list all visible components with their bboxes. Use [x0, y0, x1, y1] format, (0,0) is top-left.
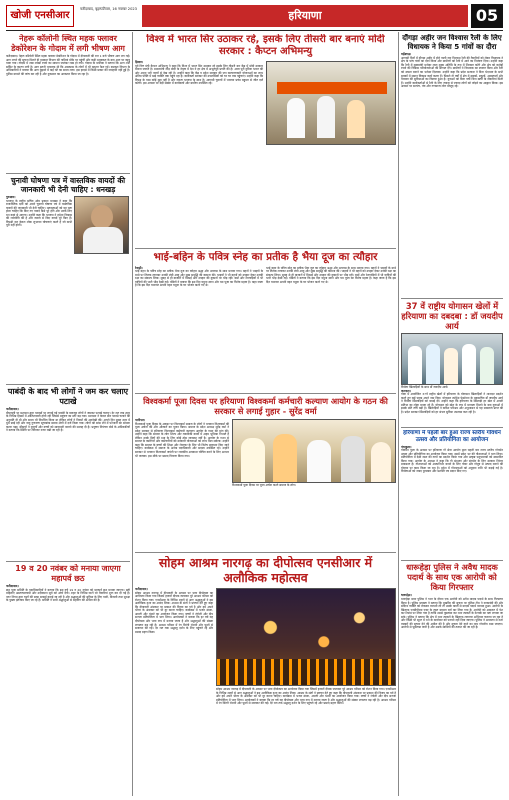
yoga-team-photo — [401, 333, 503, 385]
column-divider — [132, 32, 133, 796]
article-body: आगामी दिनों में दौंगड़ा अहीर में होने वाली जन विश्वास रैली की तैयारियों को लेकर विधायक ने क्षेत्र के पांच गांवों का दौरा किया और ग्रामीणों को रैली में आने का निमंत्रण दिया। उन्होंने कहा कि रैली में मुख्यमंत्री मनोहर लाल मुख्य अतिथि के रूप में शिरकत करेंगे और क्षेत्र को करोड़ों रुपये की विकास परियोजनाओं की सौगात देंगे। ग्रामीणों ने विधायक का स्वागत किया और रैली को सफल बनाने का भरोसा दिलाया। उन्होंने कहा कि प्रदेश सरकार ने बिना भेदभाव के सभी हलकों में समान विकास कार्य कराए हैं। पिछले नौ वर्षों में क्षेत्र में सड़कों, स्कूलों, अस्पतालों और पेयजल की सुविधाओं का विस्तार हुआ है। युवाओं को बिना पर्ची बिना खर्ची के नौकरियां मिली हैं। उन्होंने कार्यकर्ताओं से रैली के लिए ज्यादा से ज्यादा लोगों को जोड़ने का आह्वान किया। इस अवसर पर सरपंच, पंच और गणमान्य लोग मौजूद रहे। — [401, 55, 503, 89]
byline: पंचकूला। — [401, 444, 412, 449]
article-body: गोवर्धन पूजा के अवसर पर हरियाणा गौ सेवा आयोग द्वारा पहली बार राज्य स्तरीय गोवर्धन उत्सव और प्रतियोगिता का आयोजन किया गया। इसमें प्रदेश भर की गौशालाओं ने भाग लिया। प्रतियोगिता में देसी नस्ल की गायों का प्रदर्शन किया गया और उत्कृष्ट पशुपालकों को सम्मानित किया गया। आयोग के अध्यक्ष ने कहा कि गौ संरक्षण और संवर्धन के लिए सरकार निरंतर प्रयासरत है। गौशालाओं को आत्मनिर्भर बनाने के लिए गोबर और गोमूत्र से उत्पाद बनाने की योजना पर काम किया जा रहा है। प्रदेश में गौशालाओं को अनुदान राशि भी बढ़ाई गई है। विजेताओं को नकद पुरस्कार और प्रशस्ति पत्र प्रदान किए गए। — [401, 448, 503, 474]
article-yogasana — [401, 301, 503, 425]
headline: पाबंदी के बाद भी लोगों ने जम कर चलाए पटाखे — [7, 387, 129, 406]
person-shape — [287, 98, 305, 138]
headline: सोहम आश्रम नारगढ़ का दीपोत्सव एनसीआर में अलौकिक महोत्सव — [158, 556, 373, 585]
byline: हिसार। — [135, 60, 144, 64]
divider — [6, 384, 130, 385]
headline: दौंगड़ा अहीर जन विश्वास रैली के लिए विधायक ने किया 5 गांवों का दौरा — [402, 34, 502, 51]
divider — [401, 298, 503, 299]
article-soham-ashram — [135, 556, 396, 794]
person-shape — [341, 436, 365, 482]
divider — [401, 427, 503, 428]
article-body-continued: सोहम आश्रम नारगढ़ में दीपावली के अवसर पर भव्य दीपोत्सव का आयोजन किया गया जिसमें हजारों दीपक जलाकर पूरे आश्रम परिसर को रोशन किया गया। एनसीआर के विभिन्न शहरों से आए श्रद्धालुओं ने इस अलौकिक दृश्य का आनंद लिया। आश्रम के संतों ने प्रवचन देते हुए कहा कि दीपावली अंधकार पर प्रकाश की विजय का पर्व है और हमें अपने भीतर के अंधकार को भी दूर करना चाहिए। कार्यक्रम में भजन संध्या, आरती और भंडारे का आयोजन किया गया। बच्चों ने रंगोली और दीप सज्जा प्रतियोगिता में भाग लिया। आयोजकों ने बताया कि हर वर्ष यह दीपोत्सव और भव्य रूप में मनाया जाता है और श्रद्धालुओं की संख्या लगातार बढ़ रही है। आश्रम परिसर में रंग बिरंगी रोशनी और फूलों से सजावट की गई। देर रात तक श्रद्धालु दर्शन के लिए पहुंचते रहे और प्रसाद ग्रहण किया। — [216, 687, 396, 706]
person-shape — [317, 96, 335, 138]
article-dharuhera-police — [401, 563, 503, 794]
page-number: 05 — [471, 4, 503, 28]
event-photo — [266, 61, 396, 145]
divider — [6, 561, 130, 562]
headline: चुनावी घोषणा पत्र में वास्तविक वायदों की जानकारी भी देनी चाहिए : धनखड़ — [10, 176, 126, 194]
article-body: फरीदाबाद। नेहरू कॉलोनी स्थित महक फ्लावर डेकोरेशन के गोदाम में दीपावली की रात 1 बजे भीषण आग लग गई। आग लगने की सूचना मिलते ही दमकल विभाग की गाड़ियां मौके पर पहुंचीं और कड़ी मशक्कत के बाद आग पर काबू पाया गया। गोदाम में रखा लाखों रुपये का सामान जलकर राख हो गया। गोदाम के मालिक ने बताया कि आग शॉर्ट सर्किट के कारण लगी है। आग इतनी भयानक थी कि आसपास के लोगों में भी दहशत फैल गई। दमकल विभाग के अधिकारियों ने बताया कि आग बुझाने में कई घंटे का समय लगा। इस हादसे में किसी प्रकार की जनहानि नहीं हुई है। पुलिस मामले की जांच कर रही है और नुकसान का आकलन किया जा रहा है। — [6, 54, 130, 76]
puja-photo — [232, 419, 396, 483]
article-chhath — [6, 564, 130, 794]
headline: धारूहेड़ा पुलिस ने अवैध मादक पदार्थ के साथ एक आरोपी को किया गिरफ्तार — [406, 563, 498, 592]
article-body: विश्वकर्मा पूजा दिवस के अवसर पर विश्वकर्मा समाज के लोगों ने भगवान विश्वकर्मा की पूजा अर्चना की और औजारों का पूजन किया। समाज के प्रदेश अध्यक्ष सुरेंद्र वर्मा ने प्रदेश सरकार से हरियाणा विश्वकर्मा कर्मचारी कल्याण आयोग के गठन की मांग की। उन्होंने कहा कि समाज के लोग शिल्प और तकनीकी कार्यों में अहम भूमिका निभाते हैं लेकिन उनके हितों की रक्षा के लिए कोई ठोस व्यवस्था नहीं है। आयोग के गठन से समाज के कारीगरों और कर्मचारियों को सरकारी योजनाओं का लाभ मिल सकेगा। उन्होंने कहा कि समाज के बच्चों की शिक्षा और रोजगार के लिए भी विशेष प्रावधान किए जाने चाहिए। कार्यक्रम में समाज के अनेक पदाधिकारी और सदस्य उपस्थित रहे। उन्होंने सरकार से भगवान विश्वकर्मा जयंती पर राजकीय अवकाश घोषित करने के लिए आभार भी जताया। इस मौके पर प्रसाद वितरण किया गया। — [135, 421, 229, 458]
headline: हरियाणा में पहली बार हुआ राज्य स्तरीय गोवर्धन उत्सव और प्रतियोगिता का आयोजन — [403, 430, 501, 443]
byline: करनाल। — [401, 388, 411, 393]
article-body: पूर्व वित्त मंत्री कैप्टन अभिमन्यु ने कहा कि विश्व में भारत सिर उठाकर रहे इसके लिए तीसरी बार केंद्र में मोदी सरकार बनाना जरूरी है। प्रधानमंत्री नरेंद्र मोदी के नेतृत्व में देश ने हर क्षेत्र में अभूतपूर्व प्रगति की है। आज पूरी दुनिया भारत की ओर आशा भरी नजरों से देख रही है। उन्होंने कहा कि केंद्र व प्रदेश सरकार की जन कल्याणकारी योजनाओं का लाभ अंतिम पंक्ति में खड़े व्यक्ति तक पहुंच रहा है। कार्यकर्ता सरकार की उपलब्धियों को घर घर तक पहुंचाएं। उन्होंने कहा कि विपक्ष के पास कोई मुद्दा नहीं है और जनता भाजपा के साथ है। आगामी चुनावों में भाजपा प्रचंड बहुमत से जीत दर्ज करेगी। इस अवसर पर बड़ी संख्या में कार्यकर्ता और ग्रामीण उपस्थित रहे। — [135, 63, 263, 86]
divider — [135, 248, 396, 249]
person-shape — [462, 344, 476, 384]
byline: महेंद्रगढ़। — [401, 52, 412, 57]
article-body: छठ पूजा समिति के पदाधिकारियों ने बताया कि इस वर्ष 19 व 20 नवंबर को महापर्व छठ मनाया जाएगा। व्रती महिलाएं अस्ताचलगामी और उदीयमान सूर्य को अर्घ्य देंगी। शहर के विभिन्न घाटों पर तैयारियां शुरू कर दी गई हैं। नगर निगम द्वारा घाटों की साफ सफाई कराई जा रही है और श्रद्धालुओं की सुविधा के लिए पानी, बिजली तथा सुरक्षा के पुख्ता इंतजाम किए जा रहे हैं। समिति ने सभी श्रद्धालुओं से सहयोग की अपील की है। — [6, 587, 130, 603]
article-capt-abhimanyu — [135, 34, 396, 246]
byline: गुरुग्राम। — [6, 195, 16, 199]
headline: भाई-बहिन के पवित्र स्नेह का प्रतीक है भैया दूज का त्यौहार — [153, 251, 378, 263]
photo-caption: विजेता खिलाड़ियों के साथ डॉ जयदीप आर्य। — [401, 385, 449, 389]
person-shape — [273, 434, 297, 482]
byline: फरीदाबाद। — [135, 587, 148, 591]
byline: रेवाड़ी। — [135, 265, 143, 270]
article-body: भाई बहन के पवित्र स्नेह का प्रतीक भैया दूज का त्योहार श्रद्धा और उल्लास के साथ मनाया गया। बहनों ने भाइयों के माथे पर तिलक लगाकर उनकी लंबी आयु और सुख समृद्धि की कामना की। भाइयों ने भी बहनों को उपहार देकर उनकी रक्षा का संकल्प लिया। सुबह से ही बाजारों में मिठाई और उपहार की दुकानों पर भीड़ रही। बसों और रेलगाड़ियों में भी यात्रियों की भारी भीड़ देखी गई। पंडितों ने बताया कि इस दिन यमुना स्नान और यम पूजा का विशेष महत्व है। कहा जाता है कि इस दिन यमराज अपनी बहन यमुना के घर भोजन करने गए थे। — [135, 269, 263, 288]
divider — [401, 560, 503, 561]
portrait-photo — [74, 196, 129, 254]
banner-shape — [277, 82, 387, 94]
headline: विश्व में भारत सिर उठाकर रहे, इसके लिए तीसरी बार बनाएं मोदी सरकार : कैप्टन अभिमन्यु — [146, 34, 385, 57]
article-jan-vishwas-rally — [401, 34, 503, 296]
person-shape — [307, 440, 331, 482]
article-bhaiya-dooj — [135, 251, 396, 391]
headline: 37 वें राष्ट्रीय योगासन खेलों में हरियाणा का दबदबा : डॉ जयदीप आर्य — [401, 301, 503, 331]
person-shape — [408, 346, 422, 384]
headline: नेहरू कॉलोनी स्थित महक फ्लावर डेकोरेशन के गोदाम में लगी भीषण आग — [11, 34, 125, 53]
headline: 19 व 20 नवंबर को मनाया जाएगा महापर्व छठ — [15, 564, 121, 583]
byline: पानीपत। — [135, 418, 146, 422]
article-body-continued: भाई बहन के पवित्र स्नेह का प्रतीक भैया दूज का त्योहार श्रद्धा और उल्लास के साथ मनाया गया। बहनों ने भाइयों के माथे पर तिलक लगाकर उनकी लंबी आयु और सुख समृद्धि की कामना की। भाइयों ने भी बहनों को उपहार देकर उनकी रक्षा का संकल्प लिया। सुबह से ही बाजारों में मिठाई और उपहार की दुकानों पर भीड़ रही। बसों और रेलगाड़ियों में भी यात्रियों की भारी भीड़ देखी गई। पंडितों ने बताया कि इस दिन यमुना स्नान और यम पूजा का विशेष महत्व है। कहा जाता है कि इस दिन यमराज अपनी बहन यमुना के घर भोजन करने गए थे। — [266, 265, 396, 284]
article-gowardhan-utsav — [401, 430, 503, 558]
face-shape — [91, 205, 113, 229]
article-body: धारूहेड़ा थाना पुलिस ने गश्त के दौरान एक आरोपी को अवैध मादक पदार्थ के साथ गिरफ्तार किया है। पुलिस प्रवक्ता ने बताया कि मुखबिर की सूचना पर पुलिस टीम ने नाकाबंदी की और संदिग्ध व्यक्ति को रोककर तलाशी ली तो उसके कब्जे से मादक पदार्थ बरामद हुआ। आरोपी के खिलाफ एनडीपीएस एक्ट के तहत मामला दर्ज कर लिया गया है। आरोपी को अदालत में पेश कर रिमांड पर लिया गया है ताकि उससे पूछताछ कर नशा तस्करी के नेटवर्क का पता लगाया जा सके। पुलिस ने बताया कि क्षेत्र में नशा तस्करों के खिलाफ लगातार अभियान चलाया जा रहा है और किसी भी सूरत में नशे के कारोबार को पनपने नहीं दिया जाएगा। पुलिस ने आमजन से नशा तस्करों की सूचना देने की अपील की है और सूचना देने वाले का नाम गोपनीय रखा जाएगा। आरोपी से पूछताछ जारी है और उसके साथियों की तलाश की जा रही है। — [401, 596, 503, 630]
article-body: दीपावली पर प्रशासन द्वारा पटाखों पर लगाई गई पाबंदी के बावजूद लोगों ने जमकर पटाखे चलाए। देर रात तक शहर के विभिन्न हिस्सों में आतिशबाजी होती रही जिससे प्रदूषण का स्तर बढ़ गया। प्रशासन ने केवल ग्रीन पटाखे चलाने की अनुमति दी थी और समय भी निर्धारित किया था लेकिन लोगों ने नियमों की अनदेखी की। अगले दिन सुबह शहर में धुंध छाई रही और वायु गुणवत्ता सूचकांक खराब श्रेणी में दर्ज किया गया। लोगों को सांस लेने में परेशानी का सामना करना पड़ा। डॉक्टरों ने बुजुर्गों और बच्चों को सावधानी बरतने की सलाह दी है। प्रदूषण नियंत्रण बोर्ड के अधिकारियों ने बताया कि स्थिति पर लगातार नजर रखी जा रही है। — [6, 410, 130, 433]
person-shape — [241, 438, 265, 482]
headline: विश्वकर्मा पूजा दिवस पर हरियाणा विश्वकर्मा कर्मचारी कल्याण आयोग के गठन की सरकार से लगाई गुहार - सुरेंद्र वर्मा — [143, 396, 388, 416]
byline: फरीदाबाद। — [6, 584, 19, 588]
article-body: भाजपा के राष्ट्रीय सचिव ओम प्रकाश धनखड़ ने कहा कि राजनीतिक दलों को अपने चुनावी घोषणा पत्र में वास्तविक वायदों की जानकारी भी देनी चाहिए। मतदाताओं को यह पता होना चाहिए कि किए गए वायदे कैसे पूरे होंगे और उनके लिए धन कहां से आएगा। उन्होंने कहा कि भाजपा ने हमेशा विकास की राजनीति की है और जनता से किए वायदे पूरे किए हैं। विपक्षी दल केवल लोक लुभावन घोषणाएं करते हैं जो कभी पूरी नहीं होतीं। — [6, 198, 72, 228]
article-vishwakarma — [135, 396, 396, 550]
person-shape — [371, 442, 391, 482]
person-shape — [444, 348, 458, 384]
person-shape — [347, 100, 365, 138]
section-title: हरियाणा — [142, 5, 468, 27]
masthead — [6, 4, 503, 30]
divider — [135, 393, 396, 394]
divider — [135, 552, 396, 553]
shirt-shape — [83, 227, 123, 254]
byline: धारूहेड़ा। — [401, 593, 412, 598]
diya-rows — [217, 659, 396, 685]
article-firecrackers — [6, 387, 130, 559]
divider — [6, 173, 130, 174]
dateline: फरीदाबाद, बृहस्पतिवार, 16 नवम्बर 2023 — [80, 7, 137, 11]
photo-caption: विश्वकर्मा पूजा दिवस पर पूजा अर्चना करते समाज के लोग। — [232, 483, 296, 487]
article-dhankhar — [6, 176, 130, 382]
article-body: सोहम आश्रम नारगढ़ में दीपावली के अवसर पर भव्य दीपोत्सव का आयोजन किया गया जिसमें हजारों दीपक जलाकर पूरे आश्रम परिसर को रोशन किया गया। एनसीआर के विभिन्न शहरों से आए श्रद्धालुओं ने इस अलौकिक दृश्य का आनंद लिया। आश्रम के संतों ने प्रवचन देते हुए कहा कि दीपावली अंधकार पर प्रकाश की विजय का पर्व है और हमें अपने भीतर के अंधकार को भी दूर करना चाहिए। कार्यक्रम में भजन संध्या, आरती और भंडारे का आयोजन किया गया। बच्चों ने रंगोली और दीप सज्जा प्रतियोगिता में भाग लिया। आयोजकों ने बताया कि हर वर्ष यह दीपोत्सव और भव्य रूप में मनाया जाता है और श्रद्धालुओं की संख्या लगातार बढ़ रही है। आश्रम परिसर में रंग बिरंगी रोशनी और फूलों से सजावट की गई। देर रात तक श्रद्धालु दर्शन के लिए पहुंचते रहे और प्रसाद ग्रहण किया। — [135, 590, 213, 634]
person-shape — [426, 344, 440, 384]
newspaper-logo: खोजी एनसीआर — [6, 5, 74, 27]
article-godown-fire — [6, 34, 130, 172]
diya-festival-photo — [216, 588, 396, 686]
column-divider — [398, 32, 399, 796]
person-shape — [480, 347, 494, 384]
masthead-rule — [6, 30, 503, 31]
article-body: गोवा में आयोजित 37वें राष्ट्रीय खेलों में हरियाणा के योगासन खिलाड़ियों ने शानदार प्रदर्शन करते हुए कई पदक अपने नाम किए। योगासन स्पोर्ट्स फेडरेशन के महासचिव डॉ जयदीप आर्य ने विजेता खिलाड़ियों को बधाई दी। उन्होंने कहा कि हरियाणा के खिलाड़ी हर खेल में अपनी प्रतिभा का लोहा मनवा रहे हैं। योगासन को खेल के रूप में मान्यता मिलने के बाद युवाओं में इसके प्रति रुचि बढ़ी है। खिलाड़ियों ने कठिन परिश्रम और अनुशासन से यह सफलता प्राप्त की है। प्रदेश सरकार खिलाड़ियों को हर संभव सुविधा उपलब्ध करा रही है। — [401, 392, 503, 414]
byline: फरीदाबाद। — [6, 407, 19, 411]
